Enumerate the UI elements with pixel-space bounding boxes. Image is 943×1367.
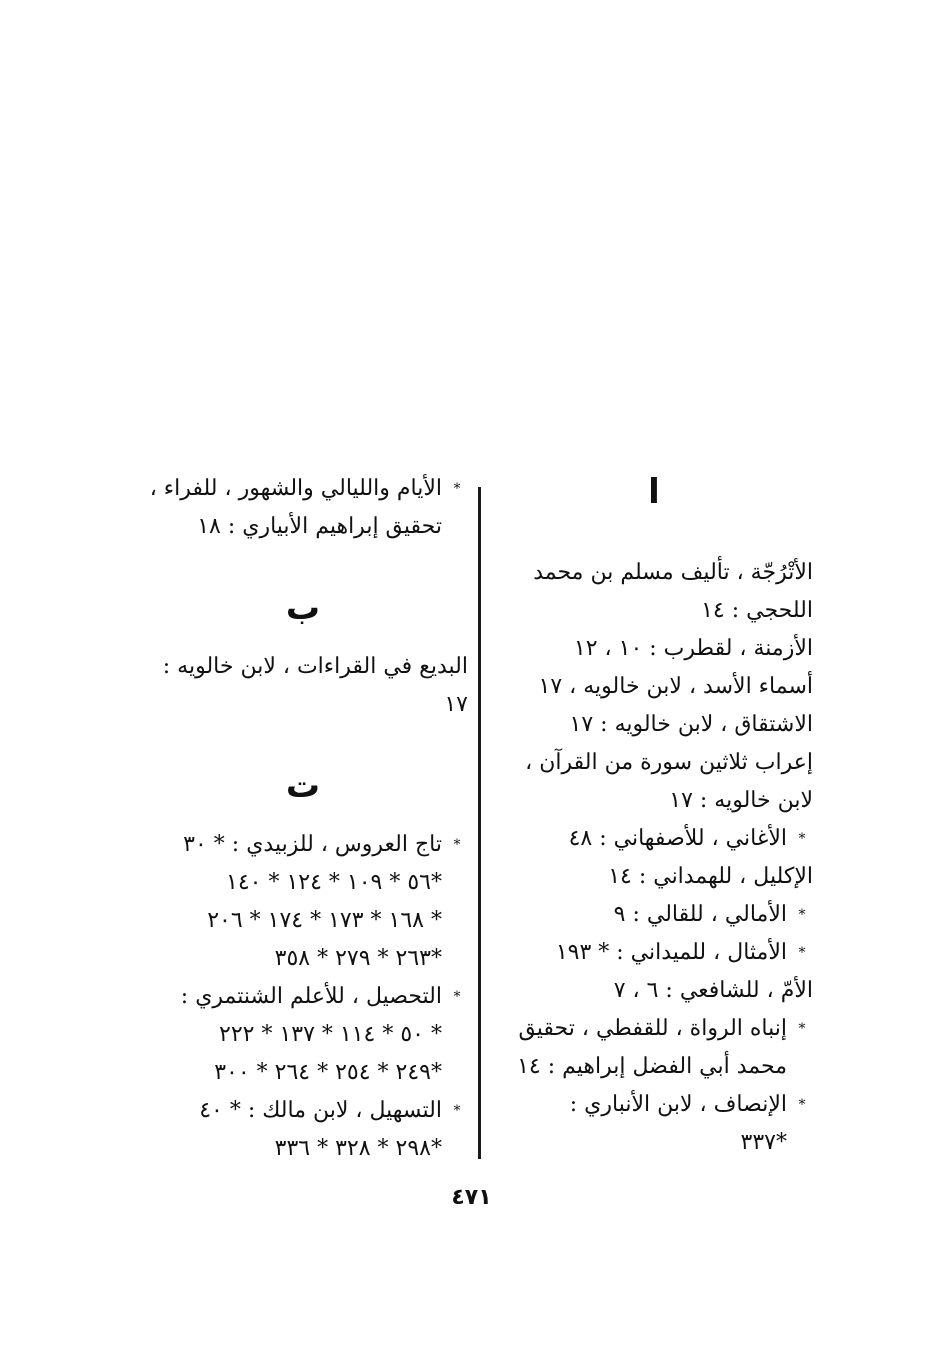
entry-list-ba (138, 648, 468, 724)
star-marker-icon: * (798, 831, 806, 847)
index-entry (495, 934, 813, 972)
index-entry-text: الأمّ ، للشافعي : ٦ ، ٧ (613, 978, 813, 1003)
index-entry-text: ١٧ (444, 692, 468, 717)
index-entry-line (138, 826, 468, 864)
index-entry-line (138, 1054, 442, 1092)
index-entry (138, 978, 468, 1092)
index-entry-line (138, 508, 442, 546)
index-entry-line (138, 1016, 442, 1054)
star-marker-icon: * (798, 907, 806, 923)
index-entry-line (138, 648, 468, 686)
entry-list-alif (495, 554, 813, 1162)
index-entry-text: الاشتقاق ، لابن خالويه : ١٧ (569, 712, 813, 737)
index-entry (138, 470, 468, 546)
entry-list-continued (138, 470, 468, 546)
index-entry (138, 826, 468, 978)
index-entry-text: أسماء الأسد ، لابن خالويه ، ١٧ (538, 674, 813, 699)
star-marker-icon: * (453, 1103, 461, 1119)
index-entry-line (495, 782, 813, 820)
index-entry-line (495, 858, 813, 896)
section-letter-ba: ب (285, 588, 321, 628)
index-entry-text: الأيام والليالي والشهور ، للفراء ، (149, 476, 442, 501)
index-entry-text: محمد أبي الفضل إبراهيم : ١٤ (517, 1054, 787, 1079)
index-entry-line (138, 1092, 468, 1130)
index-entry-text: الإكليل ، للهمداني : ١٤ (608, 864, 813, 889)
index-entry-text: *٢٤٩ * ٢٥٤ * ٢٦٤ * ٣٠٠ (214, 1060, 442, 1085)
entry-list-ta (138, 826, 468, 1168)
index-entry-line (138, 686, 468, 724)
index-entry-text: البديع في القراءات ، لابن خالويه : (162, 654, 468, 679)
index-entry-text: *٢٦٣ * ٢٧٩ * ٣٥٨ (274, 946, 442, 971)
index-entry-text: *٣٣٧ (740, 1130, 787, 1155)
index-entry (495, 1086, 813, 1162)
index-entry (495, 896, 813, 934)
index-entry (495, 858, 813, 896)
index-entry (138, 648, 468, 724)
index-entry-text: الأمالي ، للقالي : ٩ (613, 902, 787, 927)
index-entry-line (495, 820, 813, 858)
index-entry-line (495, 592, 813, 630)
index-entry-text: التسهيل ، لابن مالك : * ٤٠ (199, 1098, 442, 1123)
index-entry-line (495, 668, 813, 706)
index-entry (495, 554, 813, 630)
index-entry (495, 630, 813, 668)
index-entry-text: تاج العروس ، للزبيدي : * ٣٠ (183, 832, 442, 857)
index-entry-text: *٢٩٨ * ٣٢٨ * ٣٣٦ (274, 1136, 442, 1161)
index-entry-text: الأزمنة ، لقطرب : ١٠ ، ١٢ (573, 636, 813, 661)
index-entry-text: الأغاني ، للأصفهاني : ٤٨ (568, 826, 787, 851)
index-column-right (495, 470, 813, 1162)
index-entry-line (138, 902, 442, 940)
star-marker-icon: * (453, 989, 461, 1005)
index-entry-line (138, 470, 468, 508)
index-entry (495, 668, 813, 706)
index-entry (495, 972, 813, 1010)
index-entry-line (495, 744, 813, 782)
index-entry-line (495, 934, 813, 972)
index-entry-line (495, 1048, 787, 1086)
index-entry (495, 820, 813, 858)
index-entry-line (495, 1010, 813, 1048)
index-entry-line (495, 630, 813, 668)
index-entry-line (138, 1130, 442, 1168)
index-entry-text: تحقيق إبراهيم الأبياري : ١٨ (197, 514, 442, 539)
index-entry-text: * ٥٠ * ١١٤ * ١٣٧ * ٢٢٢ (219, 1022, 442, 1047)
column-divider (478, 487, 481, 1159)
section-letter-ta: ت (285, 766, 321, 806)
star-marker-icon: * (798, 945, 806, 961)
index-entry-text: إعراب ثلاثين سورة من القرآن ، (525, 750, 813, 775)
index-entry-line (495, 706, 813, 744)
star-marker-icon: * (453, 481, 461, 497)
index-entry-text: الإنصاف ، لابن الأنباري : (569, 1092, 787, 1117)
star-marker-icon: * (453, 837, 461, 853)
index-entry-line (495, 896, 813, 934)
index-entry-line (138, 978, 468, 1016)
index-column-left (138, 470, 468, 1168)
index-entry (495, 1010, 813, 1086)
index-entry-line (495, 554, 813, 592)
index-entry-line (138, 864, 442, 902)
index-entry (495, 744, 813, 820)
index-entry-line (138, 940, 442, 978)
index-entry-text: الأتْرُجّة ، تأليف مسلم بن محمد (533, 560, 813, 585)
index-entry-text: إنباه الرواة ، للقفطي ، تحقيق (518, 1016, 787, 1041)
index-entry-text: الأمثال ، للميداني : * ١٩٣ (555, 940, 787, 965)
star-marker-icon: * (798, 1021, 806, 1037)
index-entry-text: * ١٦٨ * ١٧٣ * ١٧٤ * ٢٠٦ (207, 908, 442, 933)
index-entry-line (495, 972, 813, 1010)
index-entry-text: التحصيل ، للأعلم الشنتمري : (180, 984, 442, 1009)
star-marker-icon: * (798, 1097, 806, 1113)
index-entry-text: لابن خالويه : ١٧ (669, 788, 813, 813)
index-entry-text: *٥٦ * ١٠٩ * ١٢٤ * ١٤٠ (226, 870, 442, 895)
index-entry (495, 706, 813, 744)
index-entry (138, 1092, 468, 1168)
index-entry-line (495, 1086, 813, 1124)
section-letter-alif: ا (648, 472, 660, 512)
index-entry-text: اللحجي : ١٤ (701, 598, 813, 623)
index-entry-line (495, 1124, 787, 1162)
page-number: ٤٧١ (451, 1185, 492, 1210)
